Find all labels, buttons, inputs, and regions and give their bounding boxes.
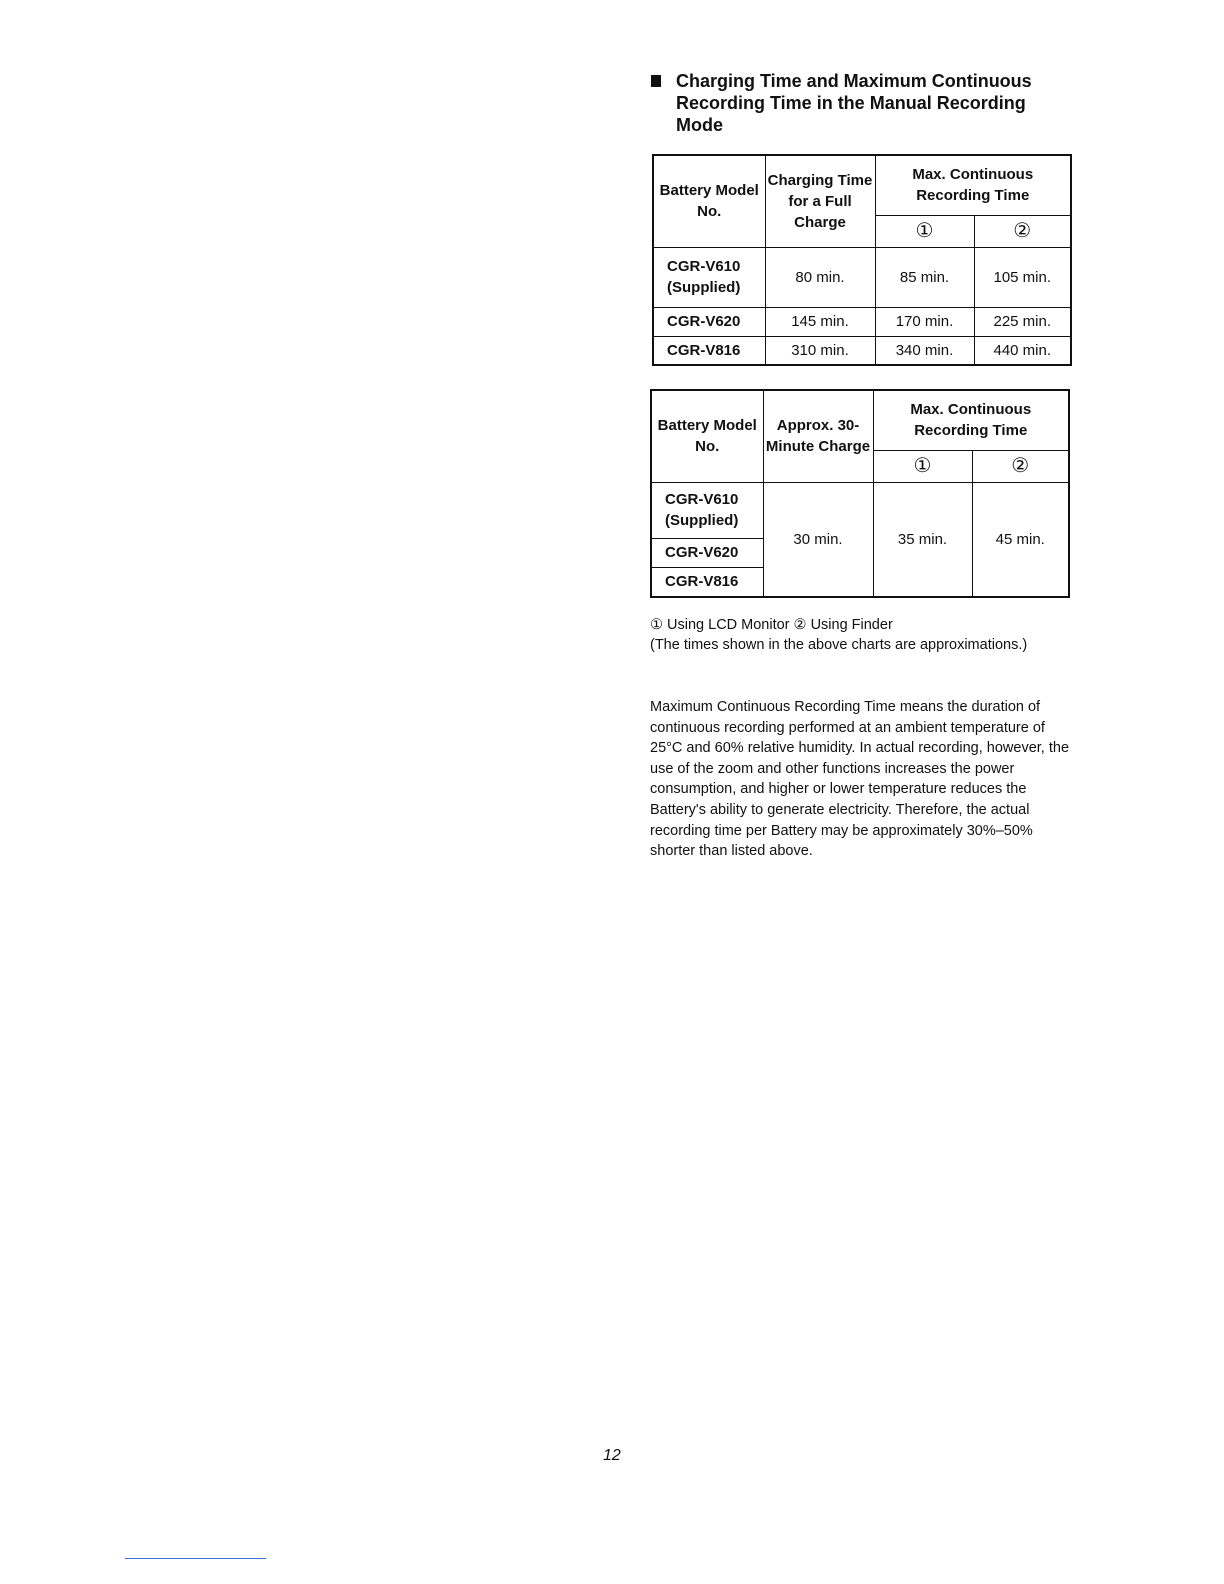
page-number: 12 (603, 1447, 621, 1464)
finder-column-header: ② (972, 450, 1069, 482)
lcd-time: 35 min. (873, 482, 972, 597)
full-charge-table (652, 154, 1072, 366)
lcd-time: 340 min. (875, 336, 974, 365)
lcd-column-header: ① (875, 215, 974, 247)
lcd-time: 170 min. (875, 307, 974, 336)
battery-model: CGR-V610 (Supplied) (653, 247, 765, 307)
square-bullet-icon (651, 75, 661, 87)
table-notes (650, 615, 1070, 655)
max-recording-header: Max. Continuous Recording Time (875, 155, 1071, 215)
table-row (653, 247, 1071, 307)
lcd-time: 85 min. (875, 247, 974, 307)
battery-model: CGR-V816 (653, 336, 765, 365)
recording-time-explanation: Maximum Continuous Recording Time means the duration of continuous recording performed at an ambient temperature of 25°C and 60% relative humidity. In actual recording, however, the use of the zoom and other functions increases the power consumption, and higher or lower temperature reduces the Battery's ability to generate electricity. Therefore, the actual recording time per Battery may be approximately 30%–50% shorter than listed above. (650, 699, 1070, 860)
thirty-minute-charge-table (650, 389, 1070, 598)
footer-divider (125, 1558, 266, 1559)
finder-time: 225 min. (974, 307, 1071, 336)
finder-time: 45 min. (972, 482, 1069, 597)
charging-time-header: Approx. 30-Minute Charge (763, 390, 873, 482)
section-title: Charging Time and Maximum Continuous Recording Time in the Manual Recording Mode (676, 71, 1032, 135)
finder-column-header: ② (974, 215, 1071, 247)
charge-time: 80 min. (765, 247, 875, 307)
finder-time: 440 min. (974, 336, 1071, 365)
column-legend: ① Using LCD Monitor ② Using Finder (650, 617, 893, 633)
lcd-column-header: ① (873, 450, 972, 482)
max-recording-header: Max. Continuous Recording Time (873, 390, 1069, 450)
charge-time: 310 min. (765, 336, 875, 365)
section-heading (651, 70, 1071, 136)
charging-time-header: Charging Time for a Full Charge (765, 155, 875, 247)
battery-model: CGR-V620 (653, 307, 765, 336)
approximation-note: (The times shown in the above charts are approximations.) (650, 637, 1028, 653)
charge-time: 30 min. (763, 482, 873, 597)
finder-time: 105 min. (974, 247, 1071, 307)
charge-time: 145 min. (765, 307, 875, 336)
battery-model-header: Battery Model No. (651, 390, 763, 482)
battery-model: CGR-V816 (651, 567, 763, 597)
table-row (653, 307, 1071, 336)
table-row (651, 482, 1069, 538)
battery-model: CGR-V620 (651, 538, 763, 567)
battery-model-header: Battery Model No. (653, 155, 765, 247)
table-row (653, 336, 1071, 365)
battery-model: CGR-V610 (Supplied) (651, 482, 763, 538)
